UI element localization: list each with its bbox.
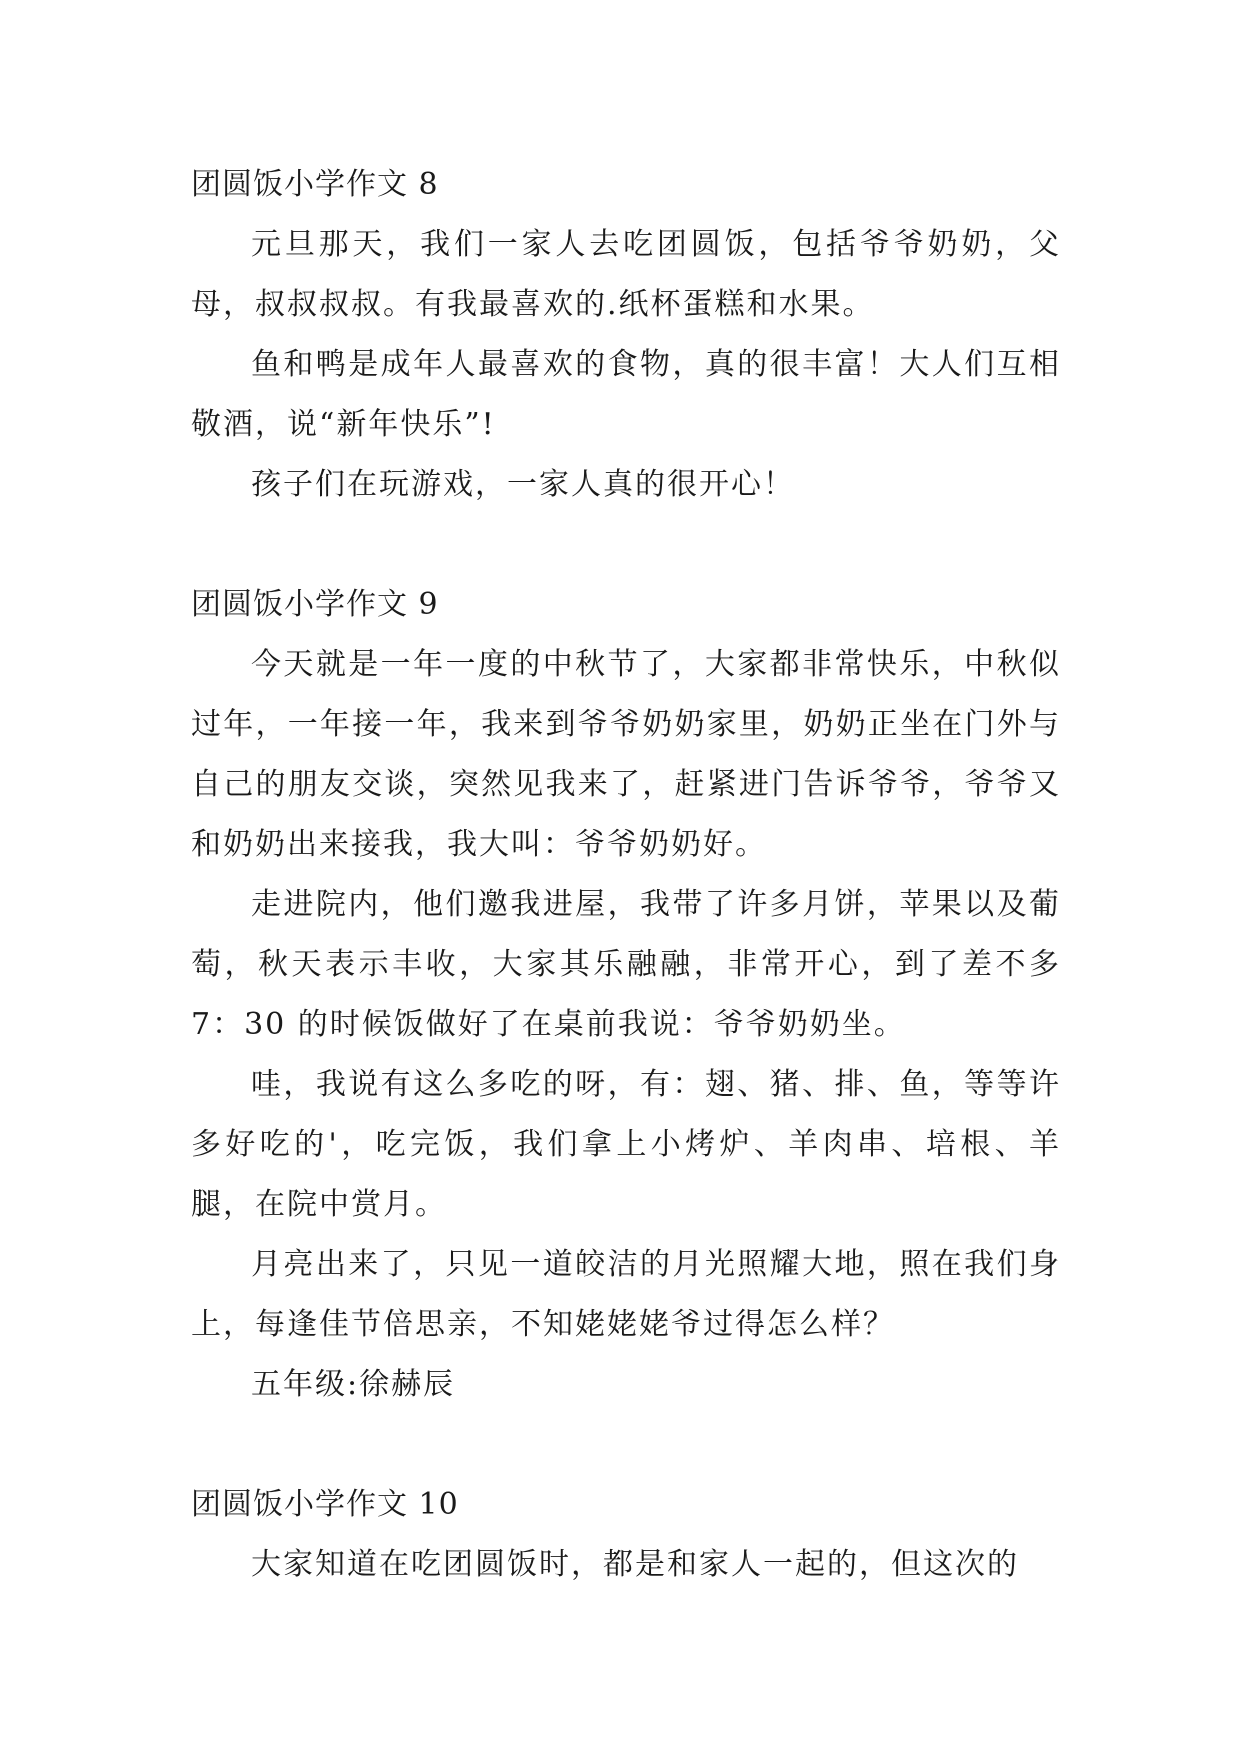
essay-9 — [191, 575, 1061, 1415]
document-body — [191, 155, 1061, 1595]
paragraph: 大家知道在吃团圆饭时，都是和家人一起的，但这次的 — [251, 1547, 1019, 1582]
paragraph: 元旦那天，我们一家人去吃团圆饭，包括爷爷奶奶，父母，叔叔叔叔。有我最喜欢的.纸杯蛋糕和水果。 — [191, 227, 1061, 322]
paragraph: 月亮出来了，只见一道皎洁的月光照耀大地，照在我们身上，每逢佳节倍思亲，不知姥姥姥爷过得怎么样？ — [191, 1247, 1061, 1342]
author-line: 五年级:徐赫辰 — [251, 1367, 456, 1402]
essay-title: 团圆饭小学作文 8 — [191, 167, 439, 202]
essay-title: 团圆饭小学作文 10 — [191, 1487, 459, 1522]
paragraph: 鱼和鸭是成年人最喜欢的食物，真的很丰富！大人们互相敬酒，说“新年快乐”! — [191, 347, 1061, 442]
essay-8 — [191, 155, 1061, 515]
paragraph: 孩子们在玩游戏，一家人真的很开心！ — [251, 467, 795, 502]
paragraph: 哇，我说有这么多吃的呀，有：翅、猪、排、鱼，等等许多好吃的'，吃完饭，我们拿上小烤炉、羊肉串、培根、羊腿，在院中赏月。 — [191, 1067, 1061, 1222]
essay-title: 团圆饭小学作文 9 — [191, 587, 439, 622]
paragraph: 今天就是一年一度的中秋节了，大家都非常快乐，中秋似过年，一年接一年，我来到爷爷奶奶家里，奶奶正坐在门外与自己的朋友交谈，突然见我来了，赶紧进门告诉爷爷，爷爷又和奶奶出来接我，我大叫：爷爷奶奶好。 — [191, 647, 1061, 862]
paragraph: 走进院内，他们邀我进屋，我带了许多月饼，苹果以及葡萄，秋天表示丰收，大家其乐融融，非常开心，到了差不多 7：30 的时候饭做好了在桌前我说：爷爷奶奶坐。 — [191, 887, 1061, 1042]
essay-10 — [191, 1475, 1061, 1595]
